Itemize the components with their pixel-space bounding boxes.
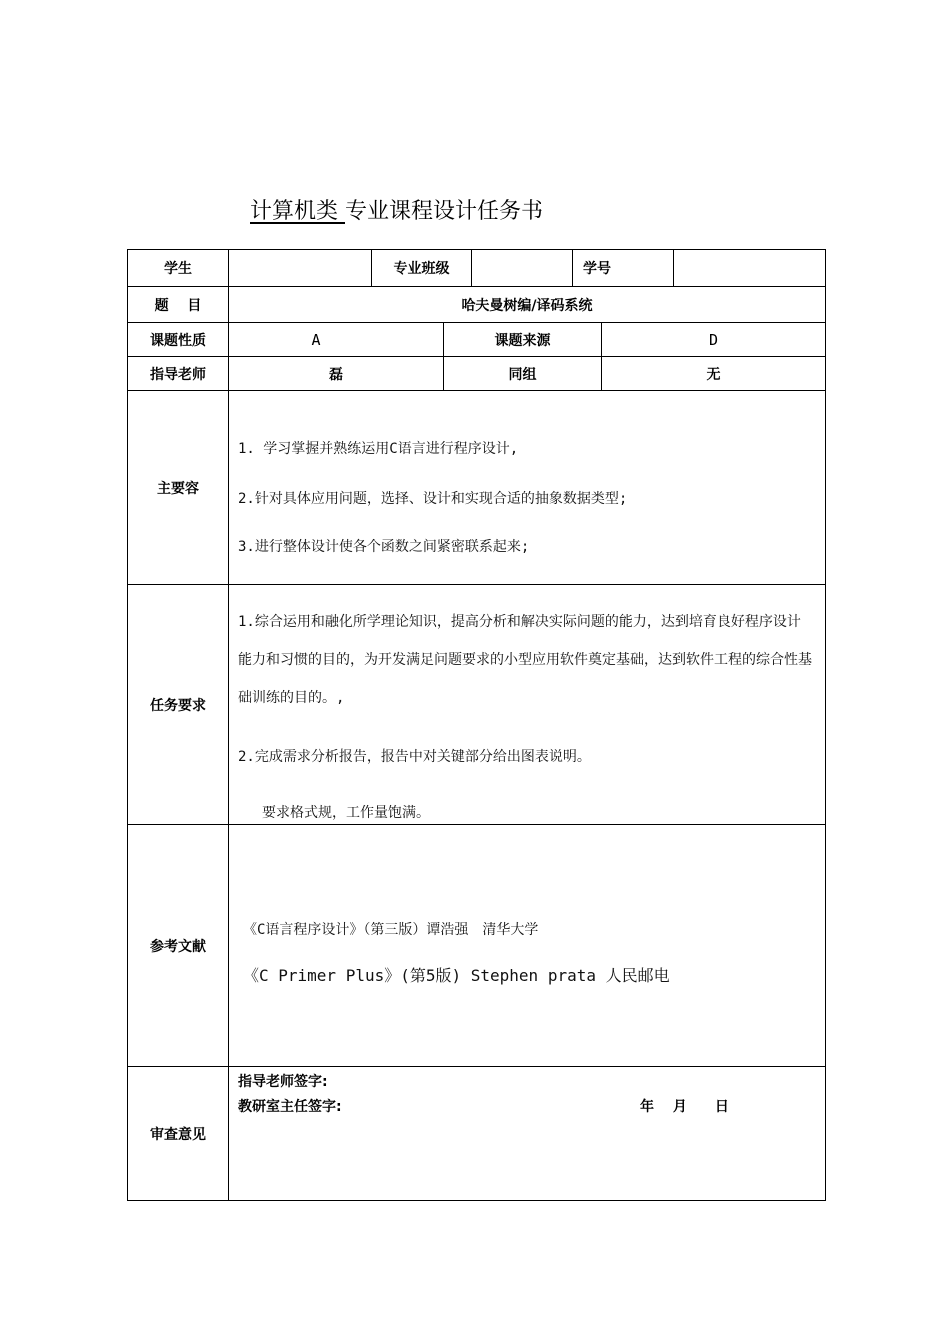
requirements-label: 任务要求 <box>128 585 229 825</box>
class-label: 专业班级 <box>372 250 472 287</box>
teacher-value: 磊 <box>229 357 444 391</box>
references-label: 参考文献 <box>128 825 229 1067</box>
main-content-label: 主要容 <box>128 391 229 585</box>
requirements-paragraph: 1.综合运用和融化所学理论知识，提高分析和解决实际问题的能力，达到培育良好程序设计能力和习惯的目的，为开发满足问题要求的小型应用软件奠定基础，达到软件工程的综合性基础训练的目的。, <box>238 614 812 706</box>
source-label: 课题来源 <box>444 323 602 357</box>
references-cell <box>229 825 825 1067</box>
reference-item: 《C Primer Plus》(第5版) Stephen prata 人民邮电 <box>243 966 670 985</box>
title-rest: 专业课程设计任务书 <box>345 199 544 224</box>
main-content-item: 3.进行整体设计使各个函数之间紧密联系起来; <box>238 539 530 555</box>
main-content-item: 2.针对具体应用问题，选择、设计和实现合适的抽象数据类型; <box>238 491 628 507</box>
review-label: 审查意见 <box>128 1067 229 1200</box>
requirements-paragraph: 2.完成需求分析报告，报告中对关键部分给出图表说明。 <box>238 749 591 765</box>
task-table <box>127 249 826 1201</box>
student-value <box>229 250 372 287</box>
group-value: 无 <box>602 357 825 391</box>
class-value <box>472 250 573 287</box>
review-date: 年 月 日 <box>640 1099 729 1115</box>
teacher-label: 指导老师 <box>128 357 229 391</box>
source-value: D <box>602 323 825 357</box>
director-signature-label: 教研室主任签字: <box>238 1099 342 1115</box>
id-label: 学号 <box>573 250 674 287</box>
title-major: 计算机类 <box>250 199 345 224</box>
topic-value: 哈夫曼树编/译码系统 <box>229 287 825 323</box>
main-content-item: 1. 学习掌握并熟练运用C语言进行程序设计, <box>238 441 519 457</box>
nature-value: A <box>229 323 444 357</box>
document-title <box>250 196 543 228</box>
teacher-signature-label: 指导老师签字: <box>238 1074 328 1090</box>
id-value <box>674 250 825 287</box>
group-label: 同组 <box>444 357 602 391</box>
requirements-paragraph: 要求格式规，工作量饱满。 <box>262 805 430 821</box>
topic-label: 题 目 <box>128 287 229 323</box>
reference-item: 《C语言程序设计》（第三版）谭浩强 清华大学 <box>243 922 539 938</box>
nature-label: 课题性质 <box>128 323 229 357</box>
student-label: 学生 <box>128 250 229 287</box>
